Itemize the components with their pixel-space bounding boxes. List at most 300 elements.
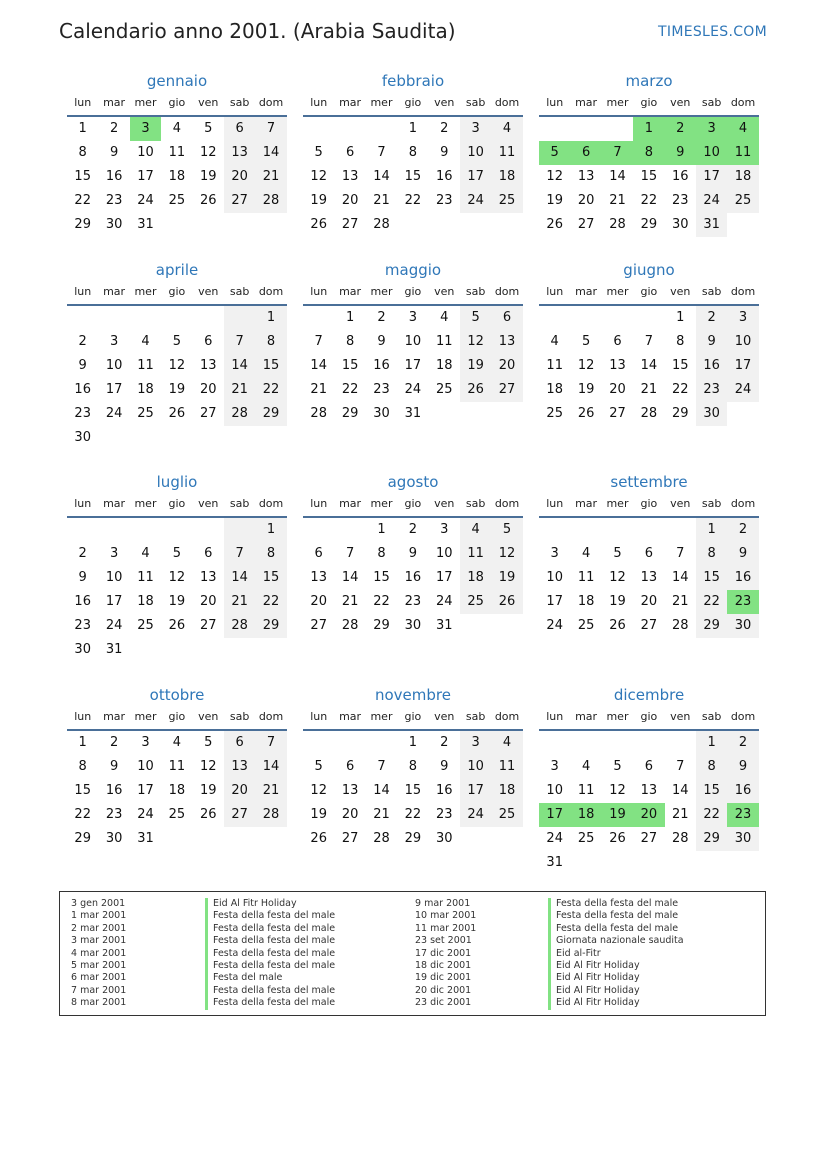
day-cell[interactable]: 7 (644, 334, 653, 349)
day-cell[interactable]: 4 (440, 310, 449, 325)
day-cell[interactable]: 3 (460, 731, 491, 755)
day-cell[interactable]: 21 (341, 594, 359, 609)
day-cell[interactable]: 12 (310, 169, 327, 184)
day-cell[interactable]: 25 (491, 189, 522, 213)
day-cell[interactable]: 23 (74, 406, 91, 421)
day-cell[interactable]: 23 (404, 594, 422, 609)
day-cell[interactable]: 27 (609, 406, 626, 421)
day-cell[interactable]: 11 (491, 755, 522, 779)
day-cell[interactable]: 22 (696, 803, 727, 827)
day-cell[interactable]: 17 (105, 594, 123, 609)
day-cell[interactable]: 22 (341, 382, 359, 397)
day-cell[interactable]: 4 (141, 334, 150, 349)
day-cell[interactable]: 27 (341, 217, 359, 232)
day-cell[interactable]: 28 (640, 406, 658, 421)
day-cell[interactable]: 20 (199, 382, 217, 397)
day-cell[interactable]: 17 (539, 803, 570, 827)
day-cell[interactable]: 15 (74, 169, 91, 184)
day-cell[interactable]: 19 (199, 169, 217, 184)
day-cell[interactable]: 10 (460, 755, 491, 779)
day-cell[interactable]: 27 (341, 831, 359, 846)
day-cell[interactable]: 11 (727, 141, 758, 165)
day-cell[interactable]: 26 (546, 217, 563, 232)
day-cell[interactable]: 9 (408, 546, 417, 561)
day-cell[interactable]: 30 (105, 831, 123, 846)
day-cell[interactable]: 15 (373, 570, 390, 585)
day-cell[interactable]: 20 (341, 807, 359, 822)
day-cell[interactable]: 20 (609, 382, 626, 397)
day-cell[interactable]: 8 (255, 330, 286, 354)
day-cell[interactable]: 19 (460, 354, 491, 378)
day-cell[interactable]: 19 (310, 193, 327, 208)
day-cell[interactable]: 17 (404, 358, 422, 373)
day-cell[interactable]: 18 (137, 382, 154, 397)
day-cell[interactable]: 7 (255, 117, 286, 141)
day-cell[interactable]: 27 (224, 189, 255, 213)
day-cell[interactable]: 28 (224, 402, 255, 426)
day-cell[interactable]: 15 (404, 169, 422, 184)
day-cell[interactable]: 22 (255, 378, 286, 402)
day-cell[interactable]: 13 (577, 169, 595, 184)
day-cell[interactable]: 13 (609, 358, 626, 373)
day-cell[interactable]: 29 (696, 827, 727, 851)
day-cell[interactable]: 26 (199, 193, 217, 208)
day-cell[interactable]: 5 (204, 735, 213, 750)
day-cell[interactable]: 5 (172, 334, 181, 349)
day-cell[interactable]: 31 (404, 406, 422, 421)
day-cell[interactable]: 14 (255, 755, 286, 779)
day-cell[interactable]: 22 (640, 193, 658, 208)
day-cell[interactable]: 31 (696, 213, 727, 237)
day-cell[interactable]: 2 (696, 306, 727, 330)
day-cell[interactable]: 13 (491, 330, 522, 354)
day-cell[interactable]: 8 (255, 542, 286, 566)
day-cell[interactable]: 31 (105, 642, 123, 657)
day-cell[interactable]: 26 (199, 807, 217, 822)
day-cell[interactable]: 30 (727, 827, 758, 851)
day-cell[interactable]: 5 (314, 759, 323, 774)
day-cell[interactable]: 8 (696, 542, 727, 566)
day-cell[interactable]: 1 (408, 121, 417, 136)
day-cell[interactable]: 6 (570, 141, 601, 165)
day-cell[interactable]: 15 (696, 566, 727, 590)
day-cell[interactable]: 8 (676, 334, 685, 349)
day-cell[interactable]: 1 (696, 731, 727, 755)
day-cell[interactable]: 2 (665, 117, 696, 141)
day-cell[interactable]: 29 (640, 217, 658, 232)
day-cell[interactable]: 24 (435, 594, 453, 609)
day-cell[interactable]: 5 (204, 121, 213, 136)
day-cell[interactable]: 1 (408, 735, 417, 750)
day-cell[interactable]: 30 (105, 217, 123, 232)
day-cell[interactable]: 29 (255, 402, 286, 426)
day-cell[interactable]: 29 (341, 406, 359, 421)
day-cell[interactable]: 17 (137, 783, 154, 798)
day-cell[interactable]: 7 (345, 546, 355, 561)
day-cell[interactable]: 7 (377, 145, 386, 160)
day-cell[interactable]: 28 (341, 618, 359, 633)
day-cell[interactable]: 13 (199, 570, 217, 585)
day-cell[interactable]: 28 (373, 831, 390, 846)
day-cell[interactable]: 13 (341, 169, 359, 184)
day-cell[interactable]: 14 (671, 783, 689, 798)
day-cell[interactable]: 30 (74, 642, 91, 657)
day-cell[interactable]: 28 (224, 614, 255, 638)
day-cell[interactable]: 27 (224, 803, 255, 827)
day-cell[interactable]: 11 (168, 759, 186, 774)
day-cell[interactable]: 14 (373, 169, 390, 184)
day-cell[interactable]: 10 (546, 570, 563, 585)
day-cell[interactable]: 23 (435, 807, 453, 822)
day-cell[interactable]: 25 (168, 807, 186, 822)
day-cell[interactable]: 3 (109, 334, 119, 349)
day-cell[interactable]: 10 (137, 759, 154, 774)
day-cell[interactable]: 14 (255, 141, 286, 165)
day-cell[interactable]: 8 (408, 145, 417, 160)
day-cell[interactable]: 16 (671, 169, 689, 184)
day-cell[interactable]: 10 (404, 334, 422, 349)
day-cell[interactable]: 23 (74, 618, 91, 633)
day-cell[interactable]: 21 (671, 594, 689, 609)
day-cell[interactable]: 6 (644, 546, 653, 561)
day-cell[interactable]: 5 (172, 546, 181, 561)
day-cell[interactable]: 9 (440, 759, 449, 774)
day-cell[interactable]: 7 (224, 330, 255, 354)
day-cell[interactable]: 17 (727, 354, 758, 378)
day-cell[interactable]: 4 (727, 117, 758, 141)
day-cell[interactable]: 22 (255, 590, 286, 614)
day-cell[interactable]: 18 (570, 803, 601, 827)
day-cell[interactable]: 13 (224, 141, 255, 165)
day-cell[interactable]: 31 (137, 831, 154, 846)
day-cell[interactable]: 21 (255, 779, 286, 803)
day-cell[interactable]: 10 (460, 141, 491, 165)
day-cell[interactable]: 20 (577, 193, 595, 208)
day-cell[interactable]: 22 (74, 807, 91, 822)
day-cell[interactable]: 14 (373, 783, 390, 798)
day-cell[interactable]: 25 (435, 382, 453, 397)
day-cell[interactable]: 16 (727, 566, 758, 590)
site-logo[interactable]: TIMESLES.COM (658, 24, 767, 40)
day-cell[interactable]: 26 (310, 217, 327, 232)
day-cell[interactable]: 19 (602, 803, 633, 827)
day-cell[interactable]: 3 (727, 306, 758, 330)
day-cell[interactable]: 20 (341, 193, 359, 208)
day-cell[interactable]: 24 (105, 618, 123, 633)
day-cell[interactable]: 8 (78, 145, 87, 160)
day-cell[interactable]: 26 (609, 618, 626, 633)
day-cell[interactable]: 26 (460, 378, 491, 402)
day-cell[interactable]: 20 (310, 594, 327, 609)
day-cell[interactable]: 7 (314, 334, 323, 349)
day-cell[interactable]: 10 (696, 141, 727, 165)
day-cell[interactable]: 9 (440, 145, 449, 160)
day-cell[interactable]: 9 (727, 542, 758, 566)
day-cell[interactable]: 24 (460, 803, 491, 827)
day-cell[interactable]: 29 (373, 618, 390, 633)
day-cell[interactable]: 12 (310, 783, 327, 798)
day-cell[interactable]: 15 (341, 358, 359, 373)
day-cell[interactable]: 10 (435, 546, 453, 561)
day-cell[interactable]: 24 (404, 382, 422, 397)
day-cell[interactable]: 19 (199, 783, 217, 798)
day-cell[interactable]: 6 (491, 306, 522, 330)
day-cell[interactable]: 6 (345, 759, 355, 774)
day-cell[interactable]: 6 (314, 546, 323, 561)
day-cell[interactable]: 26 (609, 831, 626, 846)
day-cell[interactable]: 2 (377, 310, 386, 325)
day-cell[interactable]: 5 (491, 518, 522, 542)
day-cell[interactable]: 4 (460, 518, 491, 542)
day-cell[interactable]: 26 (168, 618, 186, 633)
day-cell[interactable]: 29 (255, 614, 286, 638)
day-cell[interactable]: 25 (577, 618, 595, 633)
day-cell[interactable]: 9 (78, 570, 87, 585)
day-cell[interactable]: 15 (696, 779, 727, 803)
day-cell[interactable]: 15 (404, 783, 422, 798)
day-cell[interactable]: 21 (640, 382, 658, 397)
day-cell[interactable]: 9 (727, 755, 758, 779)
day-cell[interactable]: 9 (109, 759, 119, 774)
day-cell[interactable]: 16 (435, 169, 453, 184)
day-cell[interactable]: 7 (676, 759, 685, 774)
day-cell[interactable]: 12 (199, 759, 217, 774)
day-cell[interactable]: 27 (640, 618, 658, 633)
day-cell[interactable]: 24 (137, 807, 154, 822)
day-cell[interactable]: 19 (546, 193, 563, 208)
day-cell[interactable]: 1 (255, 306, 286, 330)
day-cell[interactable]: 19 (310, 807, 327, 822)
day-cell[interactable]: 21 (255, 165, 286, 189)
day-cell[interactable]: 25 (460, 590, 491, 614)
day-cell[interactable]: 3 (408, 310, 417, 325)
day-cell[interactable]: 16 (373, 358, 390, 373)
day-cell[interactable]: 24 (727, 378, 758, 402)
day-cell[interactable]: 29 (74, 217, 91, 232)
day-cell[interactable]: 5 (613, 546, 622, 561)
day-cell[interactable]: 21 (671, 807, 689, 822)
day-cell[interactable]: 30 (404, 618, 422, 633)
day-cell[interactable]: 4 (141, 546, 150, 561)
day-cell[interactable]: 6 (613, 334, 622, 349)
day-cell[interactable]: 5 (460, 306, 491, 330)
day-cell[interactable]: 3 (141, 735, 150, 750)
day-cell[interactable]: 13 (640, 570, 658, 585)
day-cell[interactable]: 25 (168, 193, 186, 208)
day-cell[interactable]: 21 (224, 590, 255, 614)
day-cell[interactable]: 25 (727, 189, 758, 213)
day-cell[interactable]: 4 (491, 117, 522, 141)
day-cell[interactable]: 20 (199, 594, 217, 609)
day-cell[interactable]: 16 (435, 783, 453, 798)
day-cell[interactable]: 25 (491, 803, 522, 827)
day-cell[interactable]: 7 (224, 542, 255, 566)
day-cell[interactable]: 11 (435, 334, 453, 349)
day-cell[interactable]: 3 (130, 117, 161, 141)
day-cell[interactable]: 12 (168, 358, 186, 373)
day-cell[interactable]: 30 (435, 831, 453, 846)
day-cell[interactable]: 6 (224, 731, 255, 755)
day-cell[interactable]: 17 (105, 382, 123, 397)
day-cell[interactable]: 14 (640, 358, 658, 373)
day-cell[interactable]: 21 (310, 382, 327, 397)
day-cell[interactable]: 6 (644, 759, 653, 774)
day-cell[interactable]: 17 (546, 594, 563, 609)
day-cell[interactable]: 19 (168, 382, 186, 397)
day-cell[interactable]: 11 (577, 570, 595, 585)
day-cell[interactable]: 21 (373, 193, 390, 208)
day-cell[interactable]: 9 (109, 145, 119, 160)
day-cell[interactable]: 13 (640, 783, 658, 798)
day-cell[interactable]: 3 (550, 546, 559, 561)
day-cell[interactable]: 27 (491, 378, 522, 402)
day-cell[interactable]: 11 (491, 141, 522, 165)
day-cell[interactable]: 20 (224, 779, 255, 803)
day-cell[interactable]: 23 (373, 382, 390, 397)
day-cell[interactable]: 18 (577, 594, 595, 609)
day-cell[interactable]: 17 (137, 169, 154, 184)
day-cell[interactable]: 12 (546, 169, 563, 184)
day-cell[interactable]: 23 (696, 378, 727, 402)
day-cell[interactable]: 18 (168, 783, 186, 798)
day-cell[interactable]: 11 (546, 358, 563, 373)
day-cell[interactable]: 2 (727, 518, 758, 542)
day-cell[interactable]: 12 (609, 783, 626, 798)
day-cell[interactable]: 11 (168, 145, 186, 160)
day-cell[interactable]: 18 (435, 358, 453, 373)
day-cell[interactable]: 27 (577, 217, 595, 232)
day-cell[interactable]: 28 (255, 189, 286, 213)
day-cell[interactable]: 25 (137, 406, 154, 421)
day-cell[interactable]: 12 (460, 330, 491, 354)
day-cell[interactable]: 11 (137, 570, 154, 585)
day-cell[interactable]: 2 (408, 522, 417, 537)
day-cell[interactable]: 5 (314, 145, 323, 160)
day-cell[interactable]: 16 (105, 783, 123, 798)
day-cell[interactable]: 1 (633, 117, 664, 141)
day-cell[interactable]: 23 (105, 807, 123, 822)
day-cell[interactable]: 28 (671, 831, 689, 846)
day-cell[interactable]: 13 (224, 755, 255, 779)
day-cell[interactable]: 18 (491, 165, 522, 189)
day-cell[interactable]: 24 (460, 189, 491, 213)
day-cell[interactable]: 20 (491, 354, 522, 378)
day-cell[interactable]: 8 (78, 759, 87, 774)
day-cell[interactable]: 1 (255, 518, 286, 542)
day-cell[interactable]: 14 (310, 358, 327, 373)
day-cell[interactable]: 14 (671, 570, 689, 585)
day-cell[interactable]: 23 (727, 590, 758, 614)
day-cell[interactable]: 17 (696, 165, 727, 189)
day-cell[interactable]: 8 (408, 759, 417, 774)
day-cell[interactable]: 8 (696, 755, 727, 779)
day-cell[interactable]: 6 (345, 145, 355, 160)
day-cell[interactable]: 4 (550, 334, 559, 349)
day-cell[interactable]: 8 (377, 546, 386, 561)
day-cell[interactable]: 12 (577, 358, 595, 373)
day-cell[interactable]: 1 (676, 310, 685, 325)
day-cell[interactable]: 14 (609, 169, 626, 184)
day-cell[interactable]: 23 (727, 803, 758, 827)
day-cell[interactable]: 2 (109, 121, 119, 136)
day-cell[interactable]: 10 (105, 358, 123, 373)
day-cell[interactable]: 14 (224, 566, 255, 590)
day-cell[interactable]: 18 (546, 382, 563, 397)
day-cell[interactable]: 10 (727, 330, 758, 354)
day-cell[interactable]: 24 (137, 193, 154, 208)
day-cell[interactable]: 23 (671, 193, 689, 208)
day-cell[interactable]: 19 (577, 382, 595, 397)
day-cell[interactable]: 11 (460, 542, 491, 566)
day-cell[interactable]: 5 (581, 334, 591, 349)
day-cell[interactable]: 1 (78, 121, 87, 136)
day-cell[interactable]: 10 (105, 570, 123, 585)
day-cell[interactable]: 9 (377, 334, 386, 349)
day-cell[interactable]: 17 (460, 779, 491, 803)
day-cell[interactable]: 8 (345, 334, 355, 349)
day-cell[interactable]: 21 (224, 378, 255, 402)
day-cell[interactable]: 19 (168, 594, 186, 609)
day-cell[interactable]: 3 (460, 117, 491, 141)
day-cell[interactable]: 6 (224, 117, 255, 141)
day-cell[interactable]: 18 (168, 169, 186, 184)
day-cell[interactable]: 22 (671, 382, 689, 397)
day-cell[interactable]: 24 (696, 189, 727, 213)
day-cell[interactable]: 28 (609, 217, 626, 232)
day-cell[interactable]: 9 (665, 141, 696, 165)
day-cell[interactable]: 25 (577, 831, 595, 846)
day-cell[interactable]: 22 (404, 807, 422, 822)
day-cell[interactable]: 11 (577, 783, 595, 798)
day-cell[interactable]: 23 (435, 193, 453, 208)
day-cell[interactable]: 9 (78, 358, 87, 373)
day-cell[interactable]: 10 (137, 145, 154, 160)
day-cell[interactable]: 22 (404, 193, 422, 208)
day-cell[interactable]: 30 (727, 614, 758, 638)
day-cell[interactable]: 16 (696, 354, 727, 378)
day-cell[interactable]: 23 (105, 193, 123, 208)
day-cell[interactable]: 21 (373, 807, 390, 822)
day-cell[interactable]: 30 (671, 217, 689, 232)
day-cell[interactable]: 30 (696, 402, 727, 426)
day-cell[interactable]: 29 (74, 831, 91, 846)
day-cell[interactable]: 31 (546, 855, 563, 870)
day-cell[interactable]: 26 (491, 590, 522, 614)
day-cell[interactable]: 4 (491, 731, 522, 755)
day-cell[interactable]: 30 (373, 406, 390, 421)
day-cell[interactable]: 18 (137, 594, 154, 609)
day-cell[interactable]: 7 (255, 731, 286, 755)
day-cell[interactable]: 14 (341, 570, 359, 585)
day-cell[interactable]: 12 (168, 570, 186, 585)
day-cell[interactable]: 1 (345, 310, 355, 325)
day-cell[interactable]: 18 (491, 779, 522, 803)
day-cell[interactable]: 3 (440, 522, 449, 537)
day-cell[interactable]: 17 (460, 165, 491, 189)
day-cell[interactable]: 31 (435, 618, 453, 633)
day-cell[interactable]: 2 (440, 121, 449, 136)
day-cell[interactable]: 4 (581, 759, 591, 774)
day-cell[interactable]: 6 (204, 334, 213, 349)
day-cell[interactable]: 20 (224, 165, 255, 189)
day-cell[interactable]: 1 (377, 522, 386, 537)
day-cell[interactable]: 16 (105, 169, 123, 184)
day-cell[interactable]: 28 (255, 803, 286, 827)
day-cell[interactable]: 5 (613, 759, 622, 774)
day-cell[interactable]: 13 (310, 570, 327, 585)
day-cell[interactable]: 19 (609, 594, 626, 609)
day-cell[interactable]: 26 (577, 406, 595, 421)
